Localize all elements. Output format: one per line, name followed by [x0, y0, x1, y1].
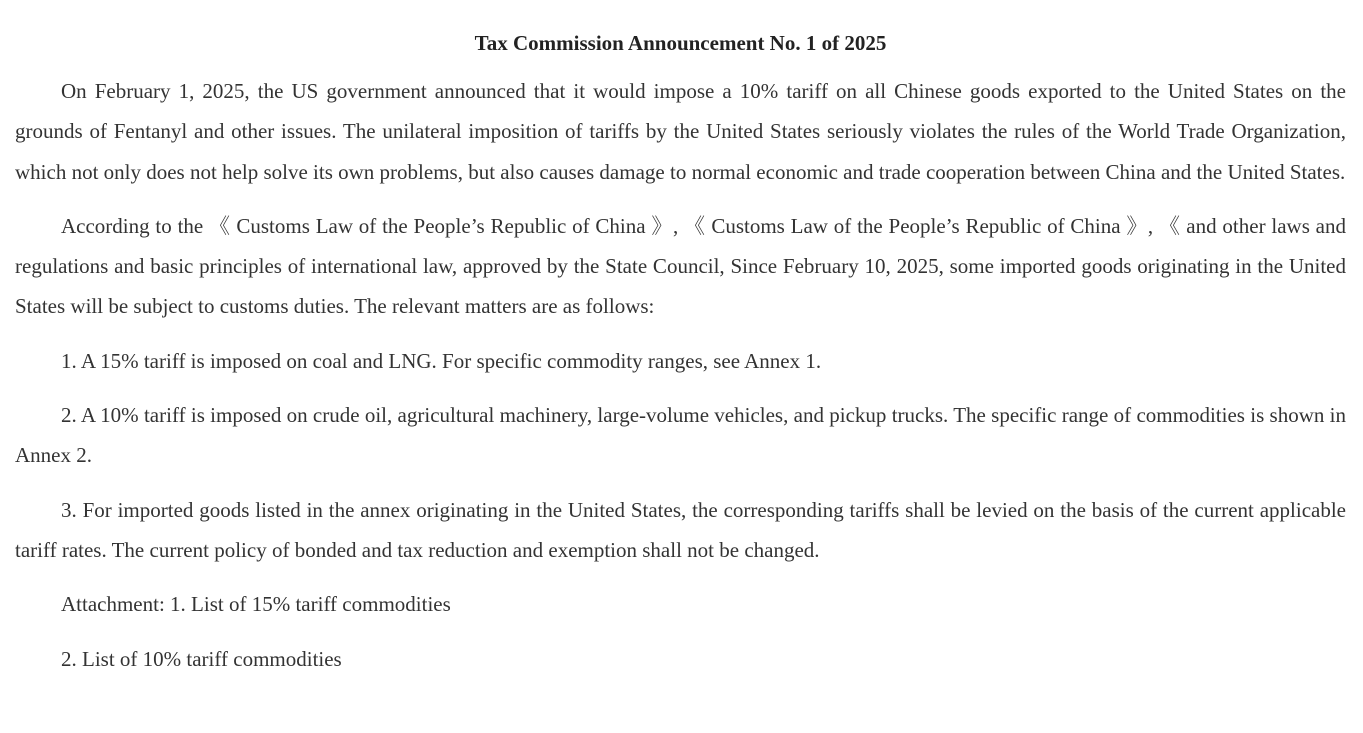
- paragraph-legal-basis: According to the 《 Customs Law of the People’s Republic of China 》, 《 Customs Law of the People’s Republic of China 》, 《 and other laws and regulations and basic principles of international law, approved by the State Council, Since February 10, 2025, some imported goods originating in the United States will be subject to customs duties. The relevant matters are as follows:: [15, 213, 1346, 319]
- paragraph-background: On February 1, 2025, the US government announced that it would impose a 10% tariff on all Chinese goods exported to the United States on the grounds of Fentanyl and other issues. The unilateral imposition of tariffs by the United States seriously violates the rules of the World Trade Organization, which not only does not help solve its own problems, but also causes damage to normal economic and trade cooperation between China and the United States.: [15, 79, 1346, 184]
- paragraph-item-2: 2. A 10% tariff is imposed on crude oil, agricultural machinery, large-volume vehicles, and pickup trucks. The specific range of commodities is shown in Annex 2.: [15, 403, 1346, 468]
- announcement-document: [15, 0, 1346, 679]
- paragraph-item-1: 1. A 15% tariff is imposed on coal and LNG. For specific commodity ranges, see Annex 1.: [61, 348, 822, 373]
- document-title: Tax Commission Announcement No. 1 of 2025: [474, 31, 887, 55]
- paragraph-item-3: 3. For imported goods listed in the annex originating in the United States, the corresponding tariffs shall be levied on the basis of the current applicable tariff rates. The current policy of bonded and tax reduction and exemption shall not be changed.: [15, 497, 1346, 562]
- attachment-line-2: 2. List of 10% tariff commodities: [61, 646, 342, 671]
- attachment-line-1: Attachment: 1. List of 15% tariff commodities: [61, 592, 451, 617]
